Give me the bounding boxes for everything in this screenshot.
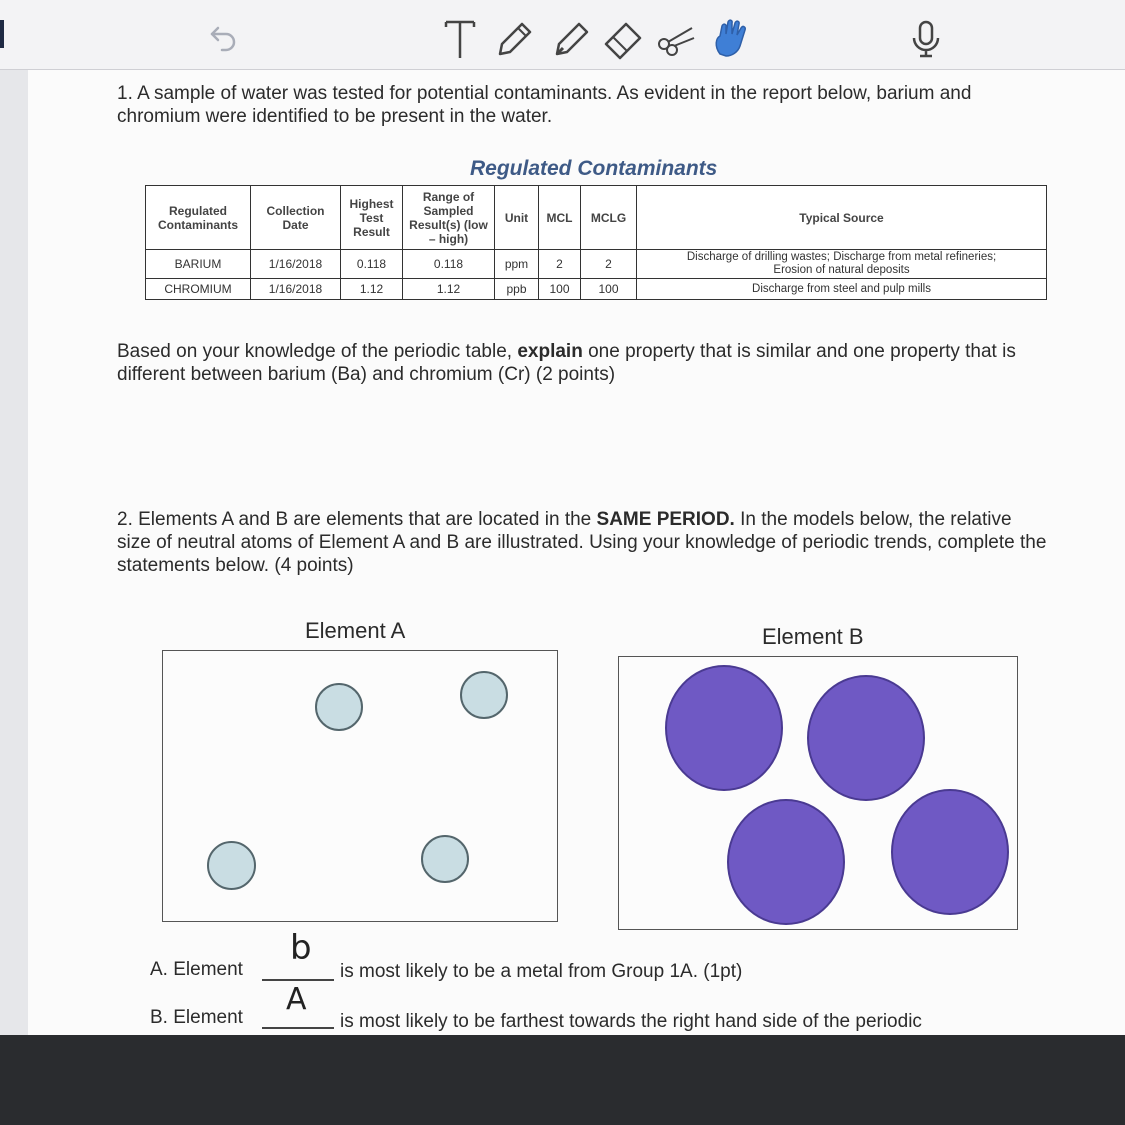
source-line-2: Erosion of natural deposits <box>773 264 910 276</box>
header-unit: Unit <box>495 186 539 250</box>
header-highest-test-result: Highest Test Result <box>341 186 403 250</box>
cell-contaminant: CHROMIUM <box>146 279 251 300</box>
annotation-toolbar <box>0 0 1125 70</box>
statement-a-handwritten-answer: b <box>290 928 312 968</box>
table-title: Regulated Contaminants <box>470 157 718 180</box>
eraser-icon[interactable] <box>598 14 646 62</box>
cell-mcl: 100 <box>539 279 581 300</box>
statement-a-blank[interactable] <box>262 979 334 981</box>
highlighter-icon[interactable] <box>545 14 593 62</box>
screen-bezel <box>0 1035 1125 1125</box>
atom-b <box>665 665 783 791</box>
atom-a <box>460 671 508 719</box>
atom-a <box>315 683 363 731</box>
question-1-prompt-line-1 <box>117 340 1016 363</box>
header-regulated-contaminants: Regulated Contaminants <box>146 186 251 250</box>
prompt-text-pre: Based on your knowledge of the periodic table, <box>117 341 518 362</box>
cell-unit: ppm <box>495 250 539 279</box>
cell-unit: ppb <box>495 279 539 300</box>
question-2-line-3: statements below. (4 points) <box>117 555 354 576</box>
cell-date: 1/16/2018 <box>251 279 341 300</box>
statement-b-prefix: B. Element <box>150 1007 243 1028</box>
header-mclg: MCLG <box>581 186 637 250</box>
statement-a-prefix: A. Element <box>150 959 243 980</box>
question-2-line-2: size of neutral atoms of Element A and B are illustrated. Using your knowledge of periodic trends, complete the <box>117 532 1047 553</box>
atom-a <box>207 841 256 890</box>
cell-source <box>637 250 1047 279</box>
pen-icon[interactable] <box>488 14 536 62</box>
cell-range: 0.118 <box>403 250 495 279</box>
atom-b <box>807 675 925 801</box>
question-1-prompt-line-2: different between barium (Ba) and chromium (Cr) (2 points) <box>117 364 616 385</box>
statement-b-handwritten-answer: A <box>286 982 307 1017</box>
header-mcl: MCL <box>539 186 581 250</box>
source-line-1: Discharge of drilling wastes; Discharge from metal refineries; <box>686 251 997 263</box>
cell-mclg: 2 <box>581 250 637 279</box>
undo-icon[interactable] <box>200 14 248 62</box>
cell-range: 1.12 <box>403 279 495 300</box>
cell-date: 1/16/2018 <box>251 250 341 279</box>
cell-mclg: 100 <box>581 279 637 300</box>
element-a-model-box <box>162 650 558 922</box>
microphone-icon[interactable] <box>902 14 950 62</box>
statement-a-suffix: is most likely to be a metal from Group 1A. (1pt) <box>340 961 743 982</box>
question-1-line-1: 1. A sample of water was tested for potential contaminants. As evident in the report below, barium and <box>117 83 972 104</box>
prompt-text-bold: explain <box>517 341 583 362</box>
atom-a <box>421 835 469 883</box>
atom-b <box>891 789 1009 915</box>
cell-source <box>637 279 1047 300</box>
cell-highest: 0.118 <box>341 250 403 279</box>
element-b-label: Element B <box>762 624 864 649</box>
atom-b <box>727 799 845 925</box>
question-2-line-1 <box>117 508 1012 531</box>
q2-text-bold: SAME PERIOD. <box>596 509 735 530</box>
sidebar-toggle-edge[interactable] <box>0 20 4 48</box>
table-header-row <box>146 186 1047 250</box>
table-row <box>146 279 1047 300</box>
contaminants-table <box>145 185 1047 300</box>
table-row <box>146 250 1047 279</box>
hand-icon[interactable] <box>706 14 754 62</box>
scissors-icon[interactable] <box>652 14 700 62</box>
prompt-text-post: one property that is similar and one property that is <box>582 341 1016 362</box>
q2-text-pre: 2. Elements A and B are elements that are located in the <box>117 509 597 530</box>
source-line-1: Discharge from steel and pulp mills <box>752 282 931 295</box>
element-a-label: Element A <box>305 618 406 643</box>
element-b-model-box <box>618 656 1018 930</box>
cell-highest: 1.12 <box>341 279 403 300</box>
statement-b-suffix: is most likely to be farthest towards the right hand side of the periodic <box>340 1011 922 1032</box>
q2-text-post: In the models below, the relative <box>734 509 1012 530</box>
header-typical-source: Typical Source <box>637 186 1047 250</box>
header-range-of-results: Range of Sampled Result(s) (low – high) <box>403 186 495 250</box>
question-1-line-2: chromium were identified to be present in the water. <box>117 106 553 127</box>
cell-contaminant: BARIUM <box>146 250 251 279</box>
text-tool-icon[interactable] <box>436 14 484 62</box>
statement-b-blank[interactable] <box>262 1027 334 1029</box>
header-collection-date: Collection Date <box>251 186 341 250</box>
page-margin <box>0 70 28 1035</box>
cell-mcl: 2 <box>539 250 581 279</box>
